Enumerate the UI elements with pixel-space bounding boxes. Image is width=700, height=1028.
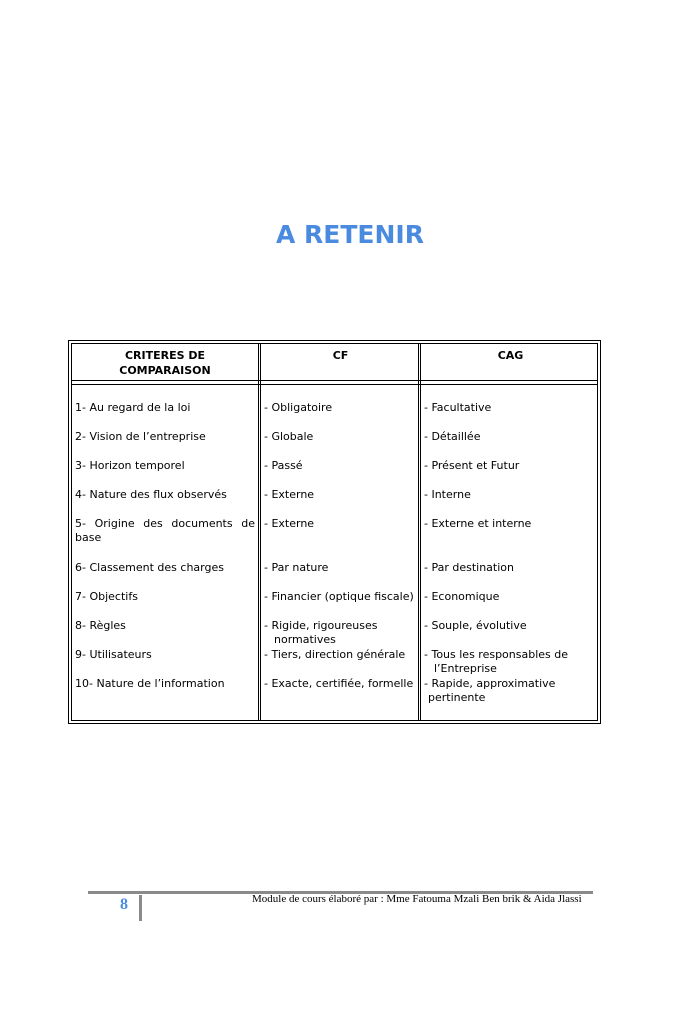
criterion-cell: 6- Classement des charges [75,561,224,574]
criterion-cell: 5- Origine des documents de base [75,517,255,544]
cf-cell: - Exacte, certifiée, formelle [264,677,414,690]
cf-cell: - Financier (optique fiscale) [264,590,414,603]
cf-cell: - Par nature [264,561,329,574]
criterion-cell: 8- Règles [75,619,126,632]
column-divider [258,344,261,720]
criterion-cell: 4- Nature des flux observés [75,488,227,501]
cag-cell: - Par destination [424,561,514,574]
cf-cell: - Externe [264,488,315,501]
cag-cell: - Détaillée [424,430,481,443]
header-cag: CAG [497,349,524,362]
cag-cell: - Externe et interne [424,517,532,530]
cag-cell: - Tous les responsables de l’Entreprise [424,648,569,675]
header-criteria: CRITERES DE COMPARAISON [119,349,211,377]
cf-cell: - Passé [264,459,303,472]
table-body [72,384,597,385]
page-title: A RETENIR [276,220,424,249]
cf-cell: - Obligatoire [264,401,333,414]
criterion-cell: 10- Nature de l’information [75,677,225,690]
cf-cell: - Globale [264,430,314,443]
cag-cell: - Economique [424,590,500,603]
page-number: 8 [120,896,128,913]
criterion-cell: 3- Horizon temporel [75,459,185,472]
cf-cell: - Rigide, rigoureuses normatives [264,619,378,646]
cf-cell: - Externe [264,517,315,530]
footer-credit: Module de cours élaboré par : Mme Fatouma Mzali Ben brik & Aida Jlassi [252,893,582,905]
footer-separator [139,895,142,921]
cf-cell: - Tiers, direction générale [264,648,406,661]
cag-cell: - Souple, évolutive [424,619,527,632]
cag-cell: - Facultative [424,401,492,414]
criterion-cell: 2- Vision de l’entreprise [75,430,206,443]
cag-cell: - Interne [424,488,471,501]
header-cf: CF [332,349,349,362]
table-header [72,344,597,381]
cag-cell: - Présent et Futur [424,459,520,472]
criterion-cell: 1- Au regard de la loi [75,401,191,414]
criterion-cell: 7- Objectifs [75,590,138,603]
comparison-table [68,340,601,724]
cag-cell: - Rapide, approximative pertinente [424,677,556,704]
criterion-cell: 9- Utilisateurs [75,648,152,661]
